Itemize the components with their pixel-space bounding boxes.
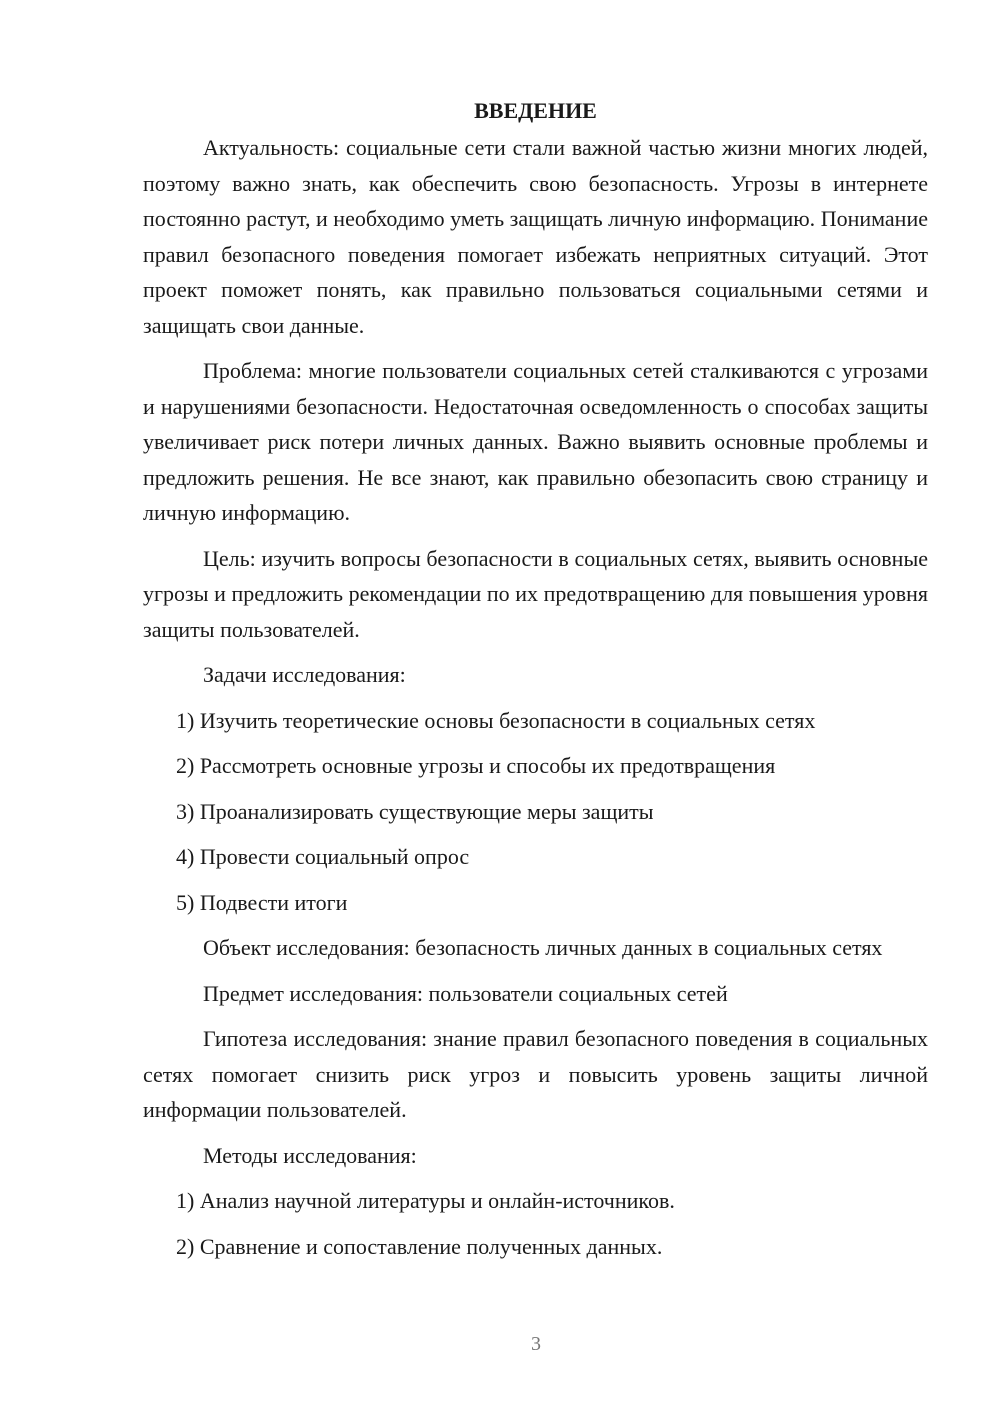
task-item: 2) Рассмотреть основные угрозы и способы их предотвращения — [176, 753, 776, 778]
goal-paragraph: Цель: изучить вопросы безопасности в социальных сетях, выявить основные угрозы и предложить рекомендации по их предотвращению для повышения уровня защиты пользователей. — [143, 545, 928, 642]
problem-paragraph: Проблема: многие пользователи социальных сетей сталкиваются с угрозами и нарушениями безопасности. Недостаточная осведомленность о способах защиты увеличивает риск потери личных данных. Важно выявить основные проблемы и предложить решения. Не все знают, как правильно обезопасить свою страницу и личную информацию. — [143, 358, 928, 525]
task-item: 1) Изучить теоретические основы безопасности в социальных сетях — [176, 707, 816, 733]
subject-paragraph: Предмет исследования: пользователи социальных сетей — [203, 980, 728, 1006]
task-item: 4) Провести социальный опрос — [176, 844, 470, 869]
tasks-heading: Задачи исследования: — [203, 662, 406, 687]
hypothesis-paragraph: Гипотеза исследования: знание правил безопасного поведения в социальных сетях помогает снизить риск угроз и повысить уровень защиты личной информации пользователей. — [143, 1026, 928, 1122]
page-title: ВВЕДЕНИЕ — [474, 98, 597, 123]
object-paragraph: Объект исследования: безопасность личных данных в социальных сетях — [203, 935, 883, 960]
methods-heading: Методы исследования: — [203, 1142, 417, 1168]
task-item: 3) Проанализировать существующие меры защиты — [176, 798, 654, 824]
relevance-paragraph: Актуальность: социальные сети стали важной частью жизни многих людей, поэтому важно знать, как обеспечить свою безопасность. Угрозы в интернете постоянно растут, и необходимо уметь защищать личную информацию. Понимание правил безопасного поведения помогает избежать неприятных ситуаций. Этот проект поможет понять, как правильно пользоваться социальными сетями и защищать свои данные. — [143, 135, 928, 338]
document-page — [143, 96, 928, 1274]
page-number: 3 — [531, 1333, 541, 1355]
method-item: 1) Анализ научной литературы и онлайн-источников. — [176, 1188, 675, 1213]
task-item: 5) Подвести итоги — [176, 889, 348, 915]
method-item: 2) Сравнение и сопоставление полученных данных. — [176, 1233, 663, 1259]
